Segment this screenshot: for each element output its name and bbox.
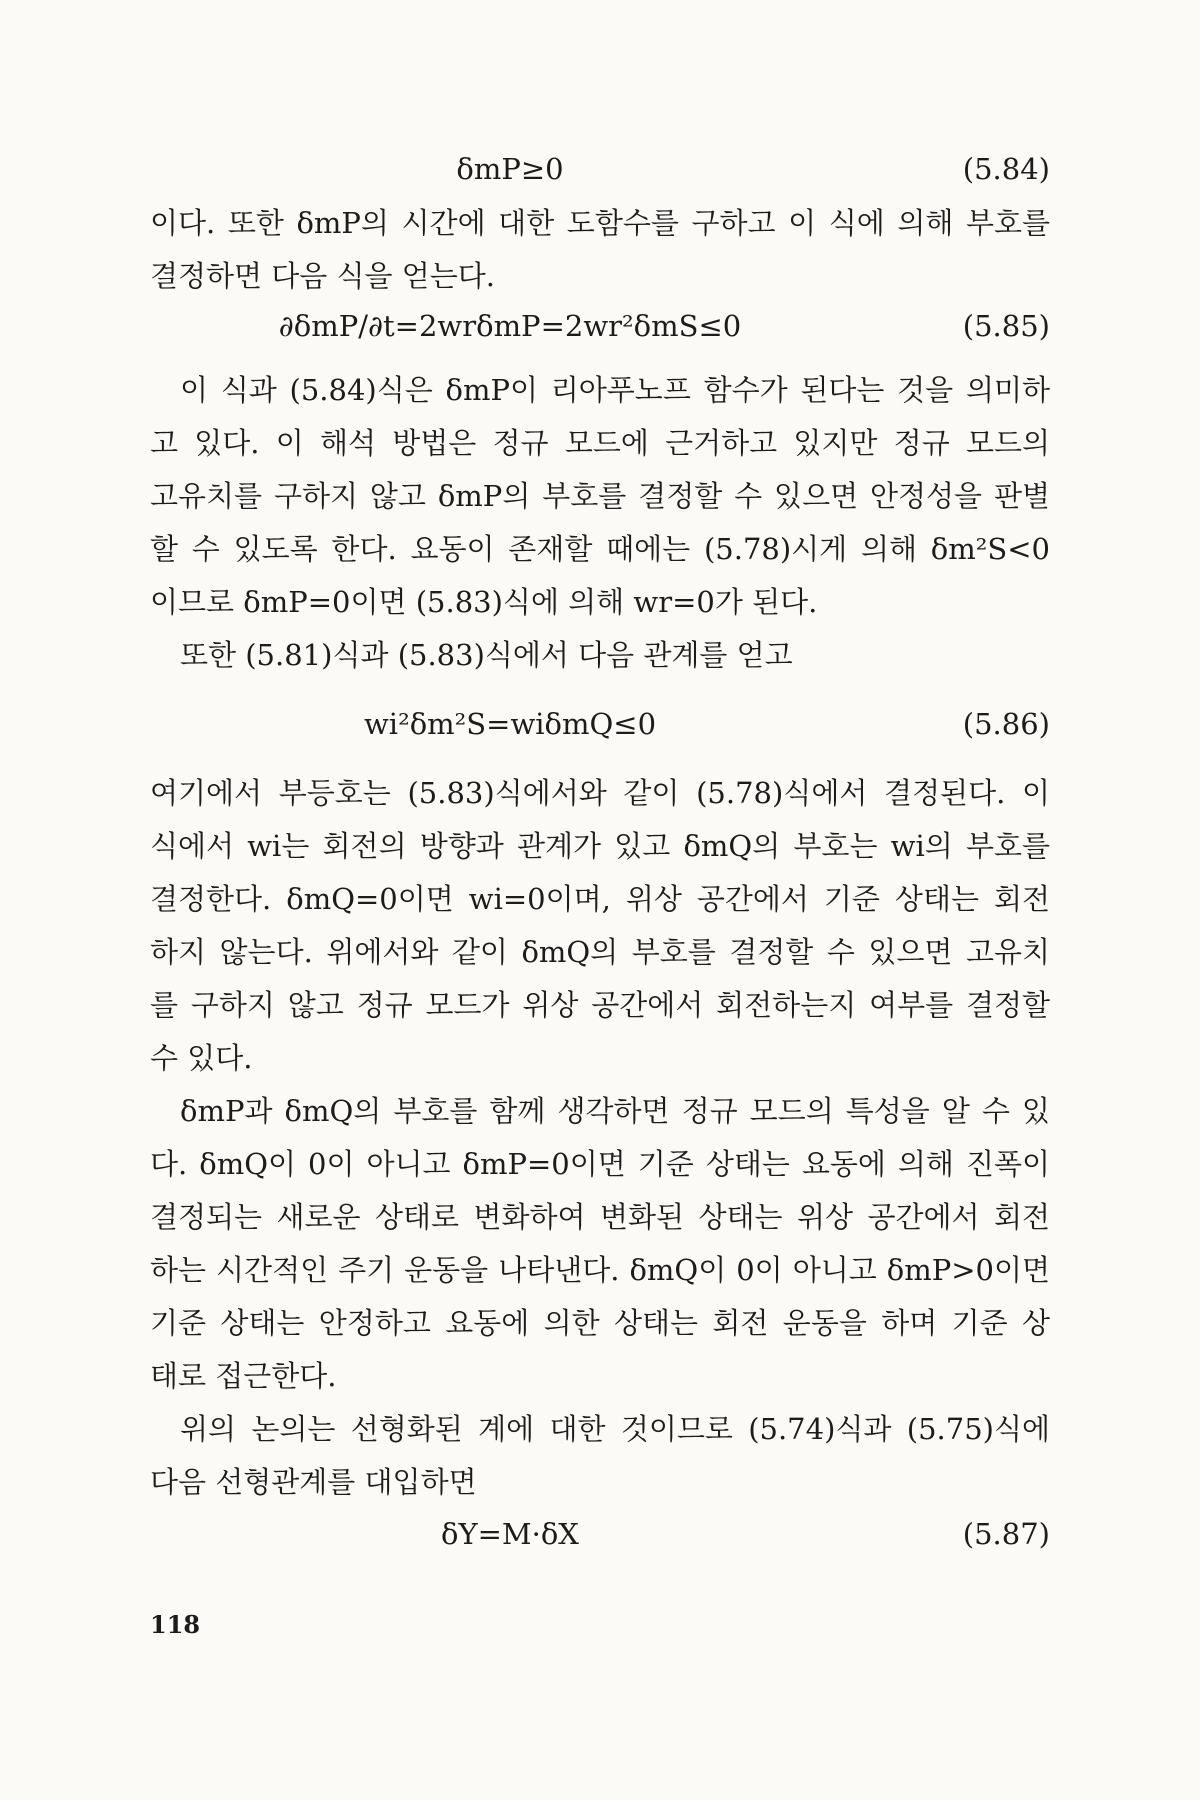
text-line: 고 있다. 이 해석 방법은 정규 모드에 근거하고 있지만 정규 모드의 bbox=[150, 426, 1050, 460]
paragraph-6 bbox=[150, 1403, 1050, 1509]
equation-number: (5.84) bbox=[962, 152, 1050, 186]
equation-number: (5.87) bbox=[962, 1517, 1050, 1551]
text-line: 태로 접근한다. bbox=[150, 1359, 337, 1393]
text-line: 이 식과 (5.84)식은 δmP이 리아푸노프 함수가 된다는 것을 의미하 bbox=[180, 373, 1050, 407]
text-line: 결정한다. δmQ=0이면 wi=0이며, 위상 공간에서 기준 상태는 회전 bbox=[150, 882, 1050, 916]
text-line: δmP과 δmQ의 부호를 함께 생각하면 정규 모드의 특성을 알 수 있 bbox=[180, 1094, 1050, 1128]
equation-formula: δmP≥0 bbox=[456, 152, 564, 186]
paragraph-4 bbox=[150, 767, 1050, 1085]
text-line: 하는 시간적인 주기 운동을 나타낸다. δmQ이 0이 아니고 δmP>0이면 bbox=[150, 1253, 1050, 1287]
text-line: 이다. 또한 δmP의 시간에 대한 도함수를 구하고 이 식에 의해 부호를 bbox=[150, 206, 1050, 240]
text-line: 식에서 wi는 회전의 방향과 관계가 있고 δmQ의 부호는 wi의 부호를 bbox=[150, 829, 1050, 863]
text-line: 이므로 δmP=0이면 (5.83)식에 의해 wr=0가 된다. bbox=[150, 585, 818, 619]
paragraph-5 bbox=[150, 1085, 1050, 1403]
text-line: 고유치를 구하지 않고 δmP의 부호를 결정할 수 있으면 안정성을 판별 bbox=[150, 479, 1050, 513]
equation-formula: δY=M·δX bbox=[441, 1517, 579, 1551]
paragraph-3 bbox=[150, 629, 1050, 682]
text-line: 기준 상태는 안정하고 요동에 의한 상태는 회전 운동을 하며 기준 상 bbox=[150, 1306, 1050, 1340]
equation-5-87 bbox=[150, 1512, 1050, 1556]
paragraph-2 bbox=[150, 364, 1050, 629]
text-line: 위의 논의는 선형화된 계에 대한 것이므로 (5.74)식과 (5.75)식에 bbox=[180, 1412, 1050, 1446]
text-line: 하지 않는다. 위에서와 같이 δmQ의 부호를 결정할 수 있으면 고유치 bbox=[150, 935, 1050, 969]
equation-number: (5.85) bbox=[962, 309, 1050, 343]
text-line: 또한 (5.81)식과 (5.83)식에서 다음 관계를 얻고 bbox=[180, 638, 793, 672]
text-line: 결정되는 새로운 상태로 변화하여 변화된 상태는 위상 공간에서 회전 bbox=[150, 1200, 1050, 1234]
text-line: 할 수 있도록 한다. 요동이 존재할 때에는 (5.78)시게 의해 δm²S<0 bbox=[150, 532, 1050, 566]
equation-formula: ∂δmP/∂t=2wrδmP=2wr²δmS≤0 bbox=[278, 309, 742, 343]
equation-5-85 bbox=[150, 304, 1050, 348]
text-line: 수 있다. bbox=[150, 1041, 253, 1075]
text-line: 다. δmQ이 0이 아니고 δmP=0이면 기준 상태는 요동에 의해 진폭이 bbox=[150, 1147, 1050, 1181]
equation-number: (5.86) bbox=[962, 707, 1050, 741]
text-line: 여기에서 부등호는 (5.83)식에서와 같이 (5.78)식에서 결정된다. 이 bbox=[150, 776, 1050, 810]
text-line: 결정하면 다음 식을 얻는다. bbox=[150, 259, 496, 293]
page-number: 118 bbox=[150, 1610, 201, 1639]
equation-formula: wi²δm²S=wiδmQ≤0 bbox=[363, 707, 657, 741]
equation-5-84 bbox=[150, 147, 1050, 191]
paragraph-1 bbox=[150, 197, 1050, 303]
text-line: 를 구하지 않고 정규 모드가 위상 공간에서 회전하는지 여부를 결정할 bbox=[150, 988, 1050, 1022]
equation-5-86 bbox=[150, 702, 1050, 746]
text-line: 다음 선형관계를 대입하면 bbox=[150, 1465, 477, 1499]
